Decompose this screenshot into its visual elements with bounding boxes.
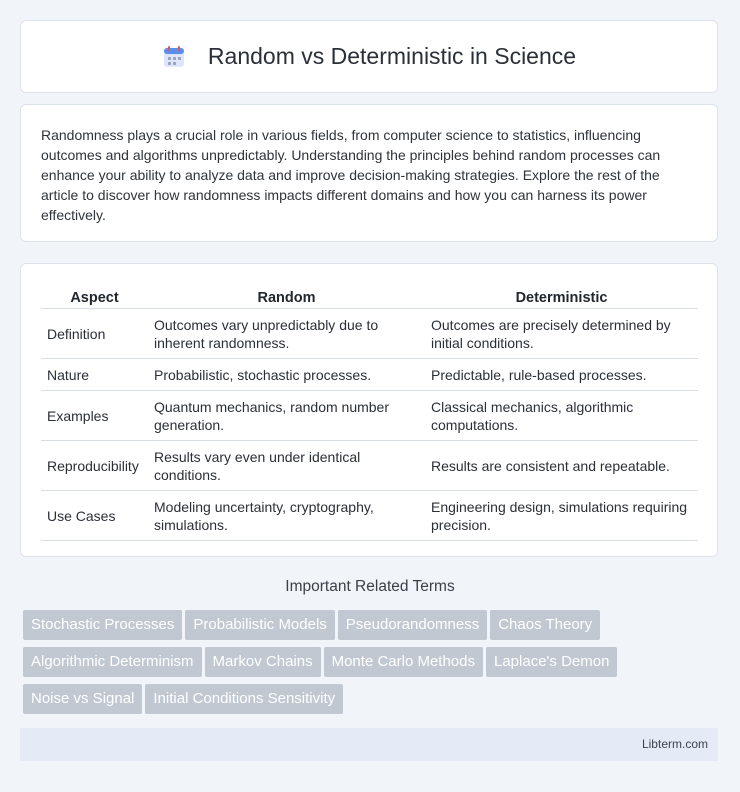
- cell-random: Modeling uncertainty, cryptography, simulations.: [148, 491, 425, 541]
- related-term-tag[interactable]: Monte Carlo Methods: [324, 647, 483, 677]
- related-term-tag[interactable]: Noise vs Signal: [23, 684, 142, 714]
- cell-random: Quantum mechanics, random number generation.: [148, 391, 425, 441]
- footer-site-link[interactable]: Libterm.com: [641, 737, 708, 751]
- intro-card: [20, 104, 718, 242]
- cell-deterministic: Engineering design, simulations requiring precision.: [425, 491, 698, 541]
- table-row: [41, 391, 698, 441]
- cell-deterministic: Predictable, rule-based processes.: [425, 359, 698, 391]
- related-terms-heading: Important Related Terms: [285, 578, 455, 595]
- table-header-row: [41, 284, 698, 309]
- related-term-tag[interactable]: Initial Conditions Sensitivity: [145, 684, 343, 714]
- table-row: [41, 491, 698, 541]
- cell-random: Probabilistic, stochastic processes.: [148, 359, 425, 391]
- cell-random: Outcomes vary unpredictably due to inherent randomness.: [148, 309, 425, 359]
- related-term-tag[interactable]: Laplace's Demon: [486, 647, 617, 677]
- related-term-tag[interactable]: Markov Chains: [205, 647, 321, 677]
- header-random: Random: [148, 284, 425, 309]
- page-title: Random vs Deterministic in Science: [207, 43, 577, 69]
- cell-aspect: Definition: [41, 309, 148, 359]
- related-term-tag[interactable]: Probabilistic Models: [185, 610, 334, 640]
- related-term-tag[interactable]: Pseudorandomness: [338, 610, 487, 640]
- cell-aspect: Nature: [41, 359, 148, 391]
- cell-aspect: Reproducibility: [41, 441, 148, 491]
- comparison-table: [41, 284, 698, 541]
- table-row: [41, 441, 698, 491]
- cell-deterministic: Results are consistent and repeatable.: [425, 441, 698, 491]
- header-deterministic: Deterministic: [425, 284, 698, 309]
- cell-deterministic: Outcomes are precisely determined by initial conditions.: [425, 309, 698, 359]
- table-row: [41, 359, 698, 391]
- cell-aspect: Examples: [41, 391, 148, 441]
- cell-random: Results vary even under identical conditions.: [148, 441, 425, 491]
- cell-aspect: Use Cases: [41, 491, 148, 541]
- related-term-tag[interactable]: Chaos Theory: [490, 610, 600, 640]
- calendar-icon: [162, 45, 186, 69]
- related-terms-list: [23, 610, 703, 721]
- table-row: [41, 309, 698, 359]
- title-card: [20, 20, 718, 93]
- footer: [20, 728, 718, 761]
- related-term-tag[interactable]: Stochastic Processes: [23, 610, 182, 640]
- comparison-card: [20, 263, 718, 557]
- cell-deterministic: Classical mechanics, algorithmic computations.: [425, 391, 698, 441]
- intro-text: Randomness plays a crucial role in various fields, from computer science to statistics, influencing outcomes and algorithms unpredictably. Understanding the principles behind random processes can enhance your ability to analyze data and improve decision-making strategies. Explore the rest of the article to discover how randomness impacts different domains and how you can harness its power effectively.: [41, 127, 661, 223]
- header-aspect: Aspect: [41, 284, 148, 309]
- related-term-tag[interactable]: Algorithmic Determinism: [23, 647, 202, 677]
